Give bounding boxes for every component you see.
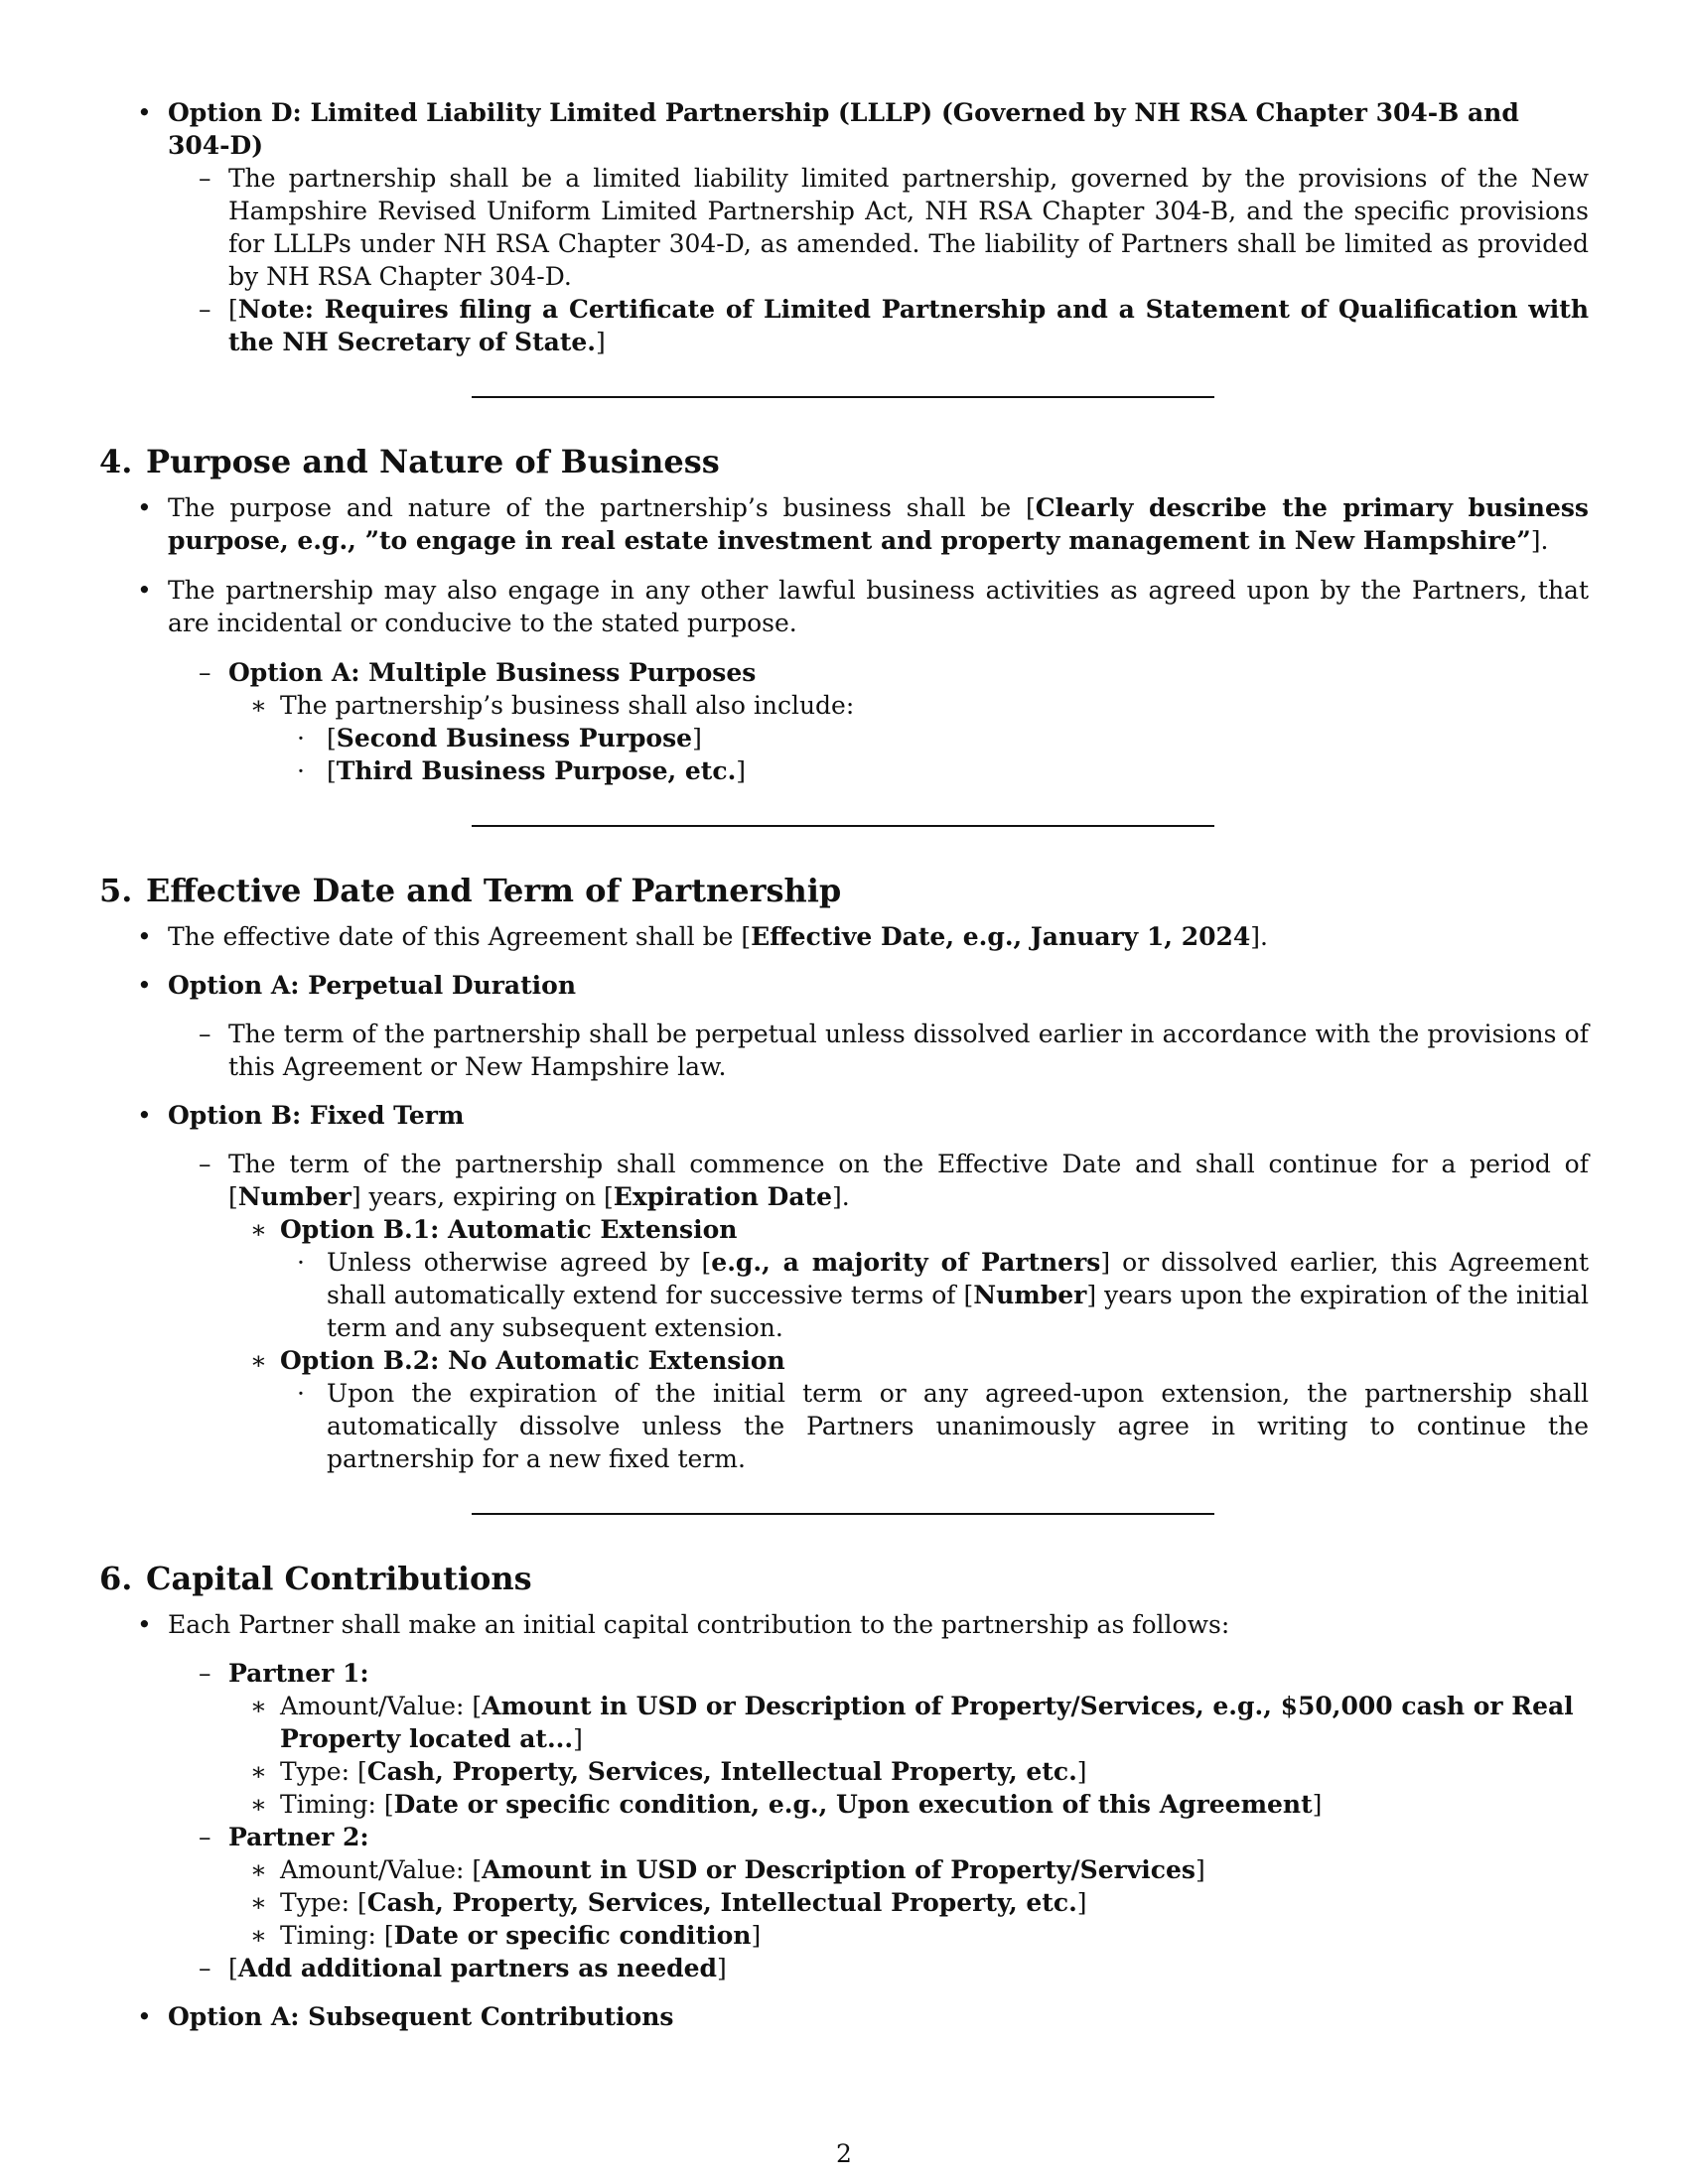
option-d-title: Option D: Limited Liability Limited Partnership (LLLP) (Governed by NH RSA Chapter 304-B and 304-D) (168, 98, 1519, 160)
document-page (99, 96, 1589, 2033)
dash-marker: – (199, 1659, 211, 1688)
type-placeholder: Cash, Property, Services, Intellectual Property, etc. (366, 1888, 1077, 1917)
add-partners-text: Add additional partners as needed (237, 1954, 718, 1982)
expiration-date-placeholder: Expiration Date (613, 1182, 833, 1211)
dash-marker: – (199, 658, 211, 687)
page-number: 2 (836, 2139, 852, 2168)
star-marker: ∗ (250, 1215, 267, 1244)
section-divider (472, 1513, 1214, 1515)
bullet-marker: • (137, 576, 152, 605)
dash-marker: – (199, 164, 211, 193)
bracket: ] (573, 1724, 583, 1753)
purpose-list-label: Second Business Purpose (336, 724, 693, 752)
partner-1-item (99, 1657, 1589, 1690)
star-marker: ∗ (250, 1855, 267, 1884)
fixed-term-post: ]. (832, 1182, 850, 1211)
auto-extension-post: ] years upon the expiration of the initial term and any subsequent extension. (327, 1281, 1589, 1342)
bullet-marker: • (137, 1101, 152, 1130)
fixed-term-option-item (99, 1099, 1589, 1132)
partner-1-amount-item (99, 1690, 1589, 1755)
star-marker: ∗ (250, 1888, 267, 1917)
timing-placeholder: Date or specific condition (393, 1921, 752, 1950)
bracket: ] (692, 724, 702, 752)
auto-extension-title: Option B.1: Automatic Extension (280, 1215, 738, 1244)
section-number: 5. (99, 872, 133, 909)
multiple-purposes-option (99, 656, 1589, 689)
amount-placeholder: Amount in USD or Description of Property/Services, e.g., $50,000 cash or Real Property located at... (280, 1692, 1574, 1753)
purpose-placeholder: Clearly describe the primary business purpose, e.g., ”to engage in real estate investment and property management in New Hampshire” (168, 493, 1590, 555)
purpose-list-item (99, 754, 1589, 787)
timing-label: Timing: [ (280, 1790, 394, 1819)
bullet-marker: • (137, 1610, 152, 1639)
purpose-list-label: Third Business Purpose, etc. (336, 756, 737, 785)
multiple-purposes-intro: The partnership’s business shall also include: (280, 691, 855, 720)
partner-1-type-item (99, 1755, 1589, 1788)
partner-2-item (99, 1821, 1589, 1853)
no-extension-title: Option B.2: No Automatic Extension (280, 1346, 785, 1375)
fixed-term-pre: The term of the partnership shall commence on the Effective Date and shall continue for a period of [ (228, 1150, 1589, 1211)
star-marker: ∗ (250, 1757, 267, 1786)
bullet-marker: • (137, 493, 152, 522)
bracket: [ (327, 756, 337, 785)
amount-placeholder: Amount in USD or Description of Property/Services (482, 1855, 1196, 1884)
no-extension-text-item (99, 1377, 1589, 1475)
multiple-purposes-intro-item (99, 689, 1589, 722)
capital-intro-item (99, 1608, 1589, 1641)
fixed-term-text-item (99, 1148, 1589, 1213)
section-title: Capital Contributions (146, 1560, 532, 1597)
auto-extension-mid: ] or dissolved earlier, this Agreement shall automatically extend for successive terms of [ (327, 1248, 1589, 1309)
partner-2-title: Partner 2: (228, 1823, 369, 1851)
amount-label: Amount/Value: [ (280, 1692, 483, 1720)
bracket: ] (1076, 1888, 1087, 1917)
bracket: ] (736, 756, 747, 785)
star-marker: ∗ (250, 1346, 267, 1375)
dot-marker: · (297, 756, 305, 785)
section-number: 4. (99, 443, 133, 480)
effective-date-placeholder: Effective Date, e.g., January 1, 2024 (751, 922, 1251, 951)
bracket: [ (228, 1954, 238, 1982)
section-number: 6. (99, 1560, 133, 1597)
option-d-note-item (99, 293, 1589, 358)
purpose-text-pre: The purpose and nature of the partnership’s business shall be [ (168, 493, 1036, 522)
bracket: ] (596, 328, 606, 356)
capital-intro-text: Each Partner shall make an initial capital contribution to the partnership as follows: (168, 1610, 1230, 1639)
partner-2-amount-item (99, 1853, 1589, 1886)
partner-1-title: Partner 1: (228, 1659, 369, 1688)
perpetual-option-item (99, 969, 1589, 1002)
subsequent-contributions-item (99, 2000, 1589, 2033)
perpetual-option-title: Option A: Perpetual Duration (168, 971, 577, 1000)
fixed-term-mid: ] years, expiring on [ (351, 1182, 614, 1211)
bracket: ] (1076, 1757, 1087, 1786)
star-marker: ∗ (250, 1790, 267, 1819)
bracket: ] (1312, 1790, 1323, 1819)
section-heading-5 (99, 871, 1589, 910)
dash-marker: – (199, 1954, 211, 1982)
auto-extension-option (99, 1213, 1589, 1246)
no-extension-text: Upon the expiration of the initial term or any agreed-upon extension, the partnership shall automatically dissolve unless the Partners unanimously agree in writing to continue the partnership for a new fixed term. (327, 1379, 1589, 1473)
dot-marker: · (297, 1379, 305, 1408)
effective-date-item (99, 920, 1589, 953)
add-partners-item (99, 1952, 1589, 1984)
dot-marker: · (297, 1248, 305, 1277)
dash-marker: – (199, 1823, 211, 1851)
option-d-note: Note: Requires filing a Certificate of Limited Partnership and a Statement of Qualification with the NH Secretary of State. (228, 295, 1589, 356)
partner-1-timing-item (99, 1788, 1589, 1821)
dash-marker: – (199, 295, 211, 324)
purpose-text-post: ]. (1530, 526, 1549, 555)
section-heading-4 (99, 442, 1589, 481)
term-number-placeholder: Number (237, 1182, 352, 1211)
star-marker: ∗ (250, 1692, 267, 1720)
type-placeholder: Cash, Property, Services, Intellectual Property, etc. (366, 1757, 1077, 1786)
partner-2-type-item (99, 1886, 1589, 1919)
dot-marker: · (297, 724, 305, 752)
fixed-term-option-title: Option B: Fixed Term (168, 1101, 465, 1130)
effective-date-post: ]. (1250, 922, 1268, 951)
perpetual-text-item (99, 1018, 1589, 1083)
bullet-marker: • (137, 98, 152, 127)
timing-placeholder: Date or specific condition, e.g., Upon execution of this Agreement (393, 1790, 1313, 1819)
amount-label: Amount/Value: [ (280, 1855, 483, 1884)
bracket: [ (327, 724, 337, 752)
option-d-item (99, 96, 1589, 162)
type-label: Type: [ (280, 1757, 367, 1786)
star-marker: ∗ (250, 691, 267, 720)
section-divider (472, 396, 1214, 398)
perpetual-text: The term of the partnership shall be perpetual unless dissolved earlier in accordance with the provisions of this Agreement or New Hampshire law. (228, 1020, 1589, 1081)
multiple-purposes-title: Option A: Multiple Business Purposes (228, 658, 757, 687)
section-divider (472, 825, 1214, 827)
auto-extension-pre: Unless otherwise agreed by [ (327, 1248, 712, 1277)
type-label: Type: [ (280, 1888, 367, 1917)
purpose-item (99, 491, 1589, 557)
other-activities-text: The partnership may also engage in any other lawful business activities as agreed upon by the Partners, that are incidental or conducive to the stated purpose. (168, 576, 1589, 637)
bracket: ] (751, 1921, 762, 1950)
no-extension-option (99, 1344, 1589, 1377)
bullet-marker: • (137, 922, 152, 951)
bullet-marker: • (137, 2002, 152, 2031)
dash-marker: – (199, 1020, 211, 1048)
dash-marker: – (199, 1150, 211, 1178)
effective-date-pre: The effective date of this Agreement shall be [ (168, 922, 752, 951)
majority-placeholder: e.g., a majority of Partners (711, 1248, 1101, 1277)
section-title: Effective Date and Term of Partnership (146, 872, 842, 909)
auto-extension-text-item (99, 1246, 1589, 1344)
section-title: Purpose and Nature of Business (146, 443, 720, 480)
bracket: [ (228, 295, 238, 324)
option-d-text: The partnership shall be a limited liability limited partnership, governed by the provisions of the New Hampshire Revised Uniform Limited Partnership Act, NH RSA Chapter 304-B, and the specific provisions for LLLPs under NH RSA Chapter 304-D, as amended. The liability of Partners shall be limited as provided by NH RSA Chapter 304-D. (228, 164, 1589, 291)
purpose-list-item (99, 722, 1589, 754)
timing-label: Timing: [ (280, 1921, 394, 1950)
other-activities-item (99, 574, 1589, 639)
star-marker: ∗ (250, 1921, 267, 1950)
bullet-marker: • (137, 971, 152, 1000)
subsequent-contributions-title: Option A: Subsequent Contributions (168, 2002, 674, 2031)
extension-number-placeholder: Number (973, 1281, 1087, 1309)
bracket: ] (1196, 1855, 1205, 1884)
bracket: ] (717, 1954, 727, 1982)
option-d-text-item (99, 162, 1589, 293)
partner-2-timing-item (99, 1919, 1589, 1952)
section-heading-6 (99, 1559, 1589, 1598)
